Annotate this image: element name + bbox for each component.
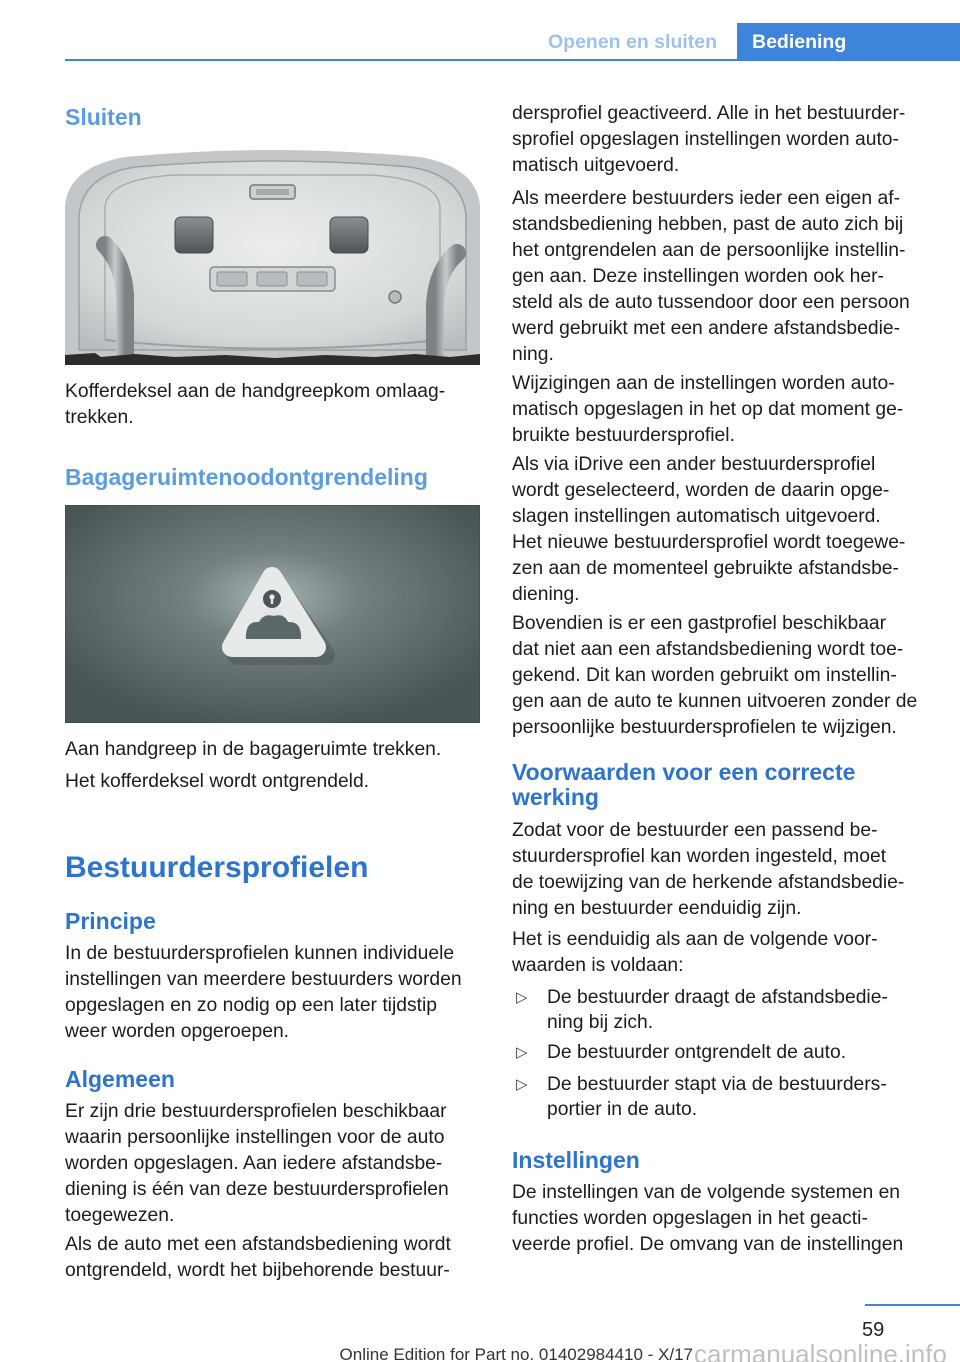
emergency-release-illustration <box>65 505 480 723</box>
list-item-text: De bestuurder draagt de afstandsbedie- ning bij zich. <box>547 987 888 1033</box>
text-noodontgrendeling-2: Het kofferdeksel wordt ontgrendeld. <box>65 771 370 792</box>
text-noodontgrendeling-1: Aan handgreep in de bagageruimte trekken. <box>65 739 442 760</box>
figure-trunk-lid-interior <box>65 145 480 365</box>
footer-edition-text: Online Edition for Part no. 01402984410 - X/17 <box>339 1345 693 1362</box>
text-right-5: Bovendien is er een gastprofiel beschikbaar dat niet aan een afstandsbediening wordt toe- gekend. Dit kan worden gebruikt om instellin- gen aan de auto te kunnen uitvoeren zonder de persoonlijke bestuurdersprofielen te wijzigen. <box>512 613 918 738</box>
header-section-tab[interactable]: Openen en sluiten <box>548 31 718 53</box>
trunk-lid-illustration <box>65 145 480 365</box>
header-chapter-tab[interactable] <box>737 23 960 61</box>
text-voorwaarden-1: Zodat voor de bestuurder een passend be- stuurdersprofiel kan worden ingesteld, moet de toewijzing van de herkende afstandsbedie- ning en bestuurder eenduidig zijn. <box>512 820 905 919</box>
heading-principe: Principe <box>65 908 156 934</box>
lid-fastener <box>389 291 401 303</box>
text-right-2: Als meerdere bestuurders ieder een eigen af- standsbediening hebben, past de auto zich bij het ontgrendelen aan de persoonlijke instellin- gen aan. Deze instellingen worden ook her- steld als de auto tussendoor door een persoon werd gebruikt met een andere afstandsbedie- ning. <box>512 188 910 365</box>
header-chapter-tab-label: Bediening <box>752 31 847 53</box>
text-instellingen: De instellingen van de volgende systemen en functies worden opgeslagen in het geacti- veerde profiel. De omvang van de instellingen <box>512 1182 904 1255</box>
bullet-triangle-icon <box>516 1040 528 1065</box>
text-voorwaarden-2: Het is eenduidig als aan de volgende voor- waarden is voldaan: <box>512 929 878 976</box>
text-right-4: Als via iDrive een ander bestuurdersprofiel wordt geselecteerd, worden de daarin opge- slagen instellingen automatisch uitgevoerd. Het nieuwe bestuurdersprofiel wordt toegewe- zen aan de momenteel gebruikte afstandsbe- diening. <box>512 454 906 605</box>
list-item-text: De bestuurder ontgrendelt de auto. <box>547 1042 847 1063</box>
left-grip-recess <box>175 217 213 253</box>
right-grip-recess <box>330 217 368 253</box>
text-algemeen-2: Als de auto met een afstandsbediening wordt ontgrendeld, wordt het bijbehorende bestuur- <box>65 1234 451 1281</box>
watermark: carmanualsonline.info <box>694 1339 947 1362</box>
heading-instellingen: Instellingen <box>512 1147 640 1173</box>
text-algemeen-1: Er zijn drie bestuurdersprofielen beschikbaar waarin persoonlijke instellingen voor de auto worden opgeslagen. Aan iedere afstandsbe- diening is één van deze bestuurdersprofielen toegewezen. <box>65 1101 449 1226</box>
heading-noodontgrendeling: Bagageruimtenoodontgrendeling <box>65 464 428 490</box>
bullet-triangle-icon <box>516 1072 528 1097</box>
header-rule <box>65 59 737 61</box>
text-right-3: Wijzigingen aan de instellingen worden auto- matisch opgeslagen in het op dat moment ge- bruikte bestuurdersprofiel. <box>512 373 904 446</box>
text-principe: In de bestuurdersprofielen kunnen individuele instellingen van meerdere bestuurders worden opgeslagen en zo nodig op een later tijdstip weer worden opgeroepen. <box>65 943 462 1042</box>
text-right-1: dersprofiel geactiveerd. Alle in het bestuurder- sprofiel opgeslagen instellingen worden auto- matisch uitgevoerd. <box>512 103 906 176</box>
text-sluiten: Kofferdeksel aan de handgreepkom omlaag- trekken. <box>65 381 446 428</box>
heading-sluiten: Sluiten <box>65 104 142 130</box>
bullet-triangle-icon <box>516 985 528 1010</box>
chapter-title: Bestuurdersprofielen <box>65 851 369 884</box>
footer-rule <box>865 1304 960 1306</box>
heading-voorwaarden: Voorwaarden voor een correcte werking <box>512 759 856 810</box>
figure-emergency-release-handle <box>65 505 480 723</box>
page-number: 59 <box>862 1319 885 1341</box>
heading-algemeen: Algemeen <box>65 1066 175 1092</box>
list-item-text: De bestuurder stapt via de bestuurders- portier in de auto. <box>547 1074 887 1120</box>
